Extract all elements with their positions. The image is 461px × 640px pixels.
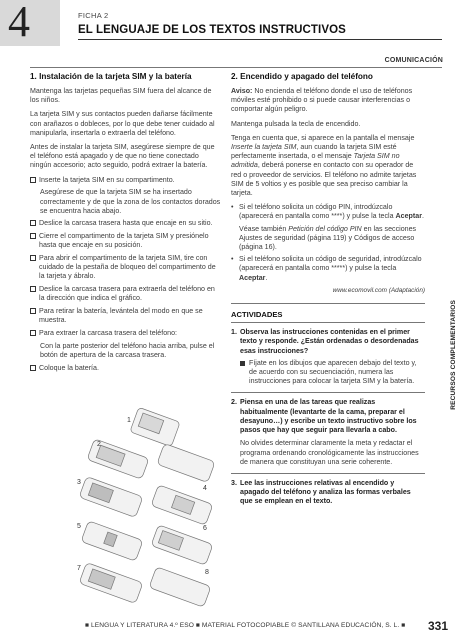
- step-note: Con la parte posterior del teléfono hacia arriba, pulse el botón de apertura de la carcasa trasera.: [40, 341, 215, 359]
- square-bullet-icon: [240, 361, 245, 366]
- warning-label: Aviso:: [231, 87, 253, 95]
- activities-divider: [231, 322, 425, 323]
- warning-paragraph: Aviso: No encienda el teléfono donde el uso de teléfonos móviles esté prohibido o si puede causar interferencias o comportar algún peligro.: [231, 87, 413, 114]
- question-1: 1. Observa las instrucciones contenidas en el primer texto y responde. ¿Están ordenadas o desordenadas esas instrucciones?: [231, 328, 419, 355]
- checkbox-icon: [30, 177, 36, 183]
- step-item: Coloque la batería.: [30, 364, 221, 373]
- checkbox-icon: [30, 308, 36, 314]
- question-2: 2. Piensa en una de las tareas que realizas habitualmente (levantarte de la cama, preparar el desayuno…) y escribe un texto instructivo sobre los pasos que hay que seguir para llevarla a cabo.: [231, 398, 417, 435]
- footer-text: ■ LENGUA Y LITERATURA 4.º ESO ■ MATERIAL FOTOCOPIABLE © SANTILLANA EDUCACIÓN, S. L. ■: [85, 622, 406, 629]
- step-item: Para abrir el compartimento de la tarjeta SIM, tire con cuidado de la pestaña de bloqueo del compartimento de la tarjeta y ábralo.: [30, 254, 221, 282]
- header-divider: [78, 39, 442, 40]
- paragraph: Mantenga las tarjetas pequeñas SIM fuera del alcance de los niños.: [30, 87, 212, 105]
- bullet-item: • Si el teléfono solicita un código de seguridad, introdúzcalo (aparecerá en pantalla como *****) y pulse la tecla Aceptar.: [231, 255, 422, 282]
- bullet-note: Véase también Petición del código PIN en las secciones Ajustes de seguridad (página 119) y Códigos de acceso (página 16).: [239, 224, 417, 252]
- bullet-icon: •: [231, 203, 234, 212]
- paragraph: Mantenga pulsada la tecla de encendido.: [231, 119, 361, 128]
- figure-label-3: 3: [77, 479, 81, 486]
- figure-label-7: 7: [77, 565, 81, 572]
- page-title: EL LENGUAJE DE LOS TEXTOS INSTRUCTIVOS: [78, 24, 346, 36]
- paragraph: Tenga en cuenta que, si aparece en la pantalla el mensaje Inserte la tarjeta SIM, aun cuando la tarjeta SIM esté perfectamente insertada, o el mensaje Tarjeta SIM no admitida, deberá ponerse en contacto con su operador de red o proveedor de servicios. El teléfono no admite tarjetas SIM de 5 voltios y es posible que sea preciso cambiar la tarjeta.: [231, 133, 417, 198]
- activities-divider: [231, 303, 425, 304]
- left-column: [30, 72, 221, 376]
- chapter-number: 4: [8, 0, 30, 46]
- activities-title: ACTIVIDADES: [231, 310, 283, 320]
- step-item: Deslice la carcasa trasera hasta que encaje en su sitio.: [30, 219, 221, 228]
- left-column-title: 1. Instalación de la tarjeta SIM y la batería: [30, 72, 192, 81]
- phone-steps-illustration: [75, 408, 225, 614]
- checkbox-icon: [30, 286, 36, 292]
- bullet-icon: •: [231, 255, 234, 264]
- step-item: Inserte la tarjeta SIM en su compartimento.: [30, 176, 221, 185]
- paragraph: Antes de instalar la tarjeta SIM, asegúrese siempre de que el teléfono está apagado y de que no tiene conectado ningún accesorio; acto seguido, podrá extraer la batería.: [30, 143, 215, 170]
- figure-label-4: 4: [203, 485, 207, 492]
- checkbox-icon: [30, 365, 36, 371]
- figure-label-6: 6: [203, 525, 207, 532]
- installation-figure: [75, 408, 225, 614]
- right-column: [231, 72, 425, 509]
- step-item: Deslice la carcasa trasera para extraerla del teléfono en la dirección que indica el gráfico.: [30, 285, 221, 303]
- section-label: COMUNICACIÓN: [384, 57, 443, 64]
- bullet-item: • Si el teléfono solicita un código PIN, introdúzcalo (aparecerá en pantalla como ****) y pulse la tecla Aceptar.: [231, 203, 424, 221]
- question-divider: [231, 473, 425, 474]
- step-note: Asegúrese de que la tarjeta SIM se ha insertado correctamente y de que la zona de los contactos dorados se encuentra hacia abajo.: [40, 188, 221, 215]
- ficha-label: FICHA 2: [78, 11, 109, 20]
- figure-label-5: 5: [77, 523, 81, 530]
- page-number: 331: [428, 619, 449, 633]
- step-item: Para retirar la batería, levántela del modo en que se muestra.: [30, 307, 221, 325]
- right-column-title: 2. Encendido y apagado del teléfono: [231, 72, 373, 81]
- figure-label-2: 2: [97, 441, 101, 448]
- side-label: RECURSOS COMPLEMENTARIOS: [450, 300, 457, 410]
- question-3: 3. Lee las instrucciones relativas al encendido y apagado del teléfono y analiza las formas verbales que se emplean en el texto.: [231, 478, 411, 506]
- step-item: Para extraer la carcasa trasera del teléfono:: [30, 329, 221, 338]
- paragraph: La tarjeta SIM y sus contactos pueden dañarse fácilmente con arañazos o dobleces, por lo que debe tener cuidado al manipularla, insertarla o extraerla del teléfono.: [30, 110, 215, 137]
- question-divider: [231, 392, 425, 393]
- checkbox-icon: [30, 330, 36, 336]
- question-1-task: Fíjate en los dibujos que aparecen debajo del texto y, de acuerdo con su secuenciación, numera las instrucciones para colocar la tarjeta SIM y la batería.: [231, 359, 425, 387]
- figure-label-1: 1: [127, 417, 131, 424]
- question-2-body: No olvides determinar claramente la meta y redactar el programa ordenando cronológicamente las instrucciones de manera que constituyan una serie coherente.: [240, 439, 419, 466]
- checkbox-icon: [30, 255, 36, 261]
- step-item: Cierre el compartimento de la tarjeta SIM y presiónelo hasta que encaje en su posición.: [30, 232, 221, 250]
- source-citation: www.ecomovil.com (Adaptación): [332, 286, 425, 294]
- checkbox-icon: [30, 233, 36, 239]
- section-divider: [30, 67, 442, 68]
- figure-label-8: 8: [205, 569, 209, 576]
- checkbox-icon: [30, 220, 36, 226]
